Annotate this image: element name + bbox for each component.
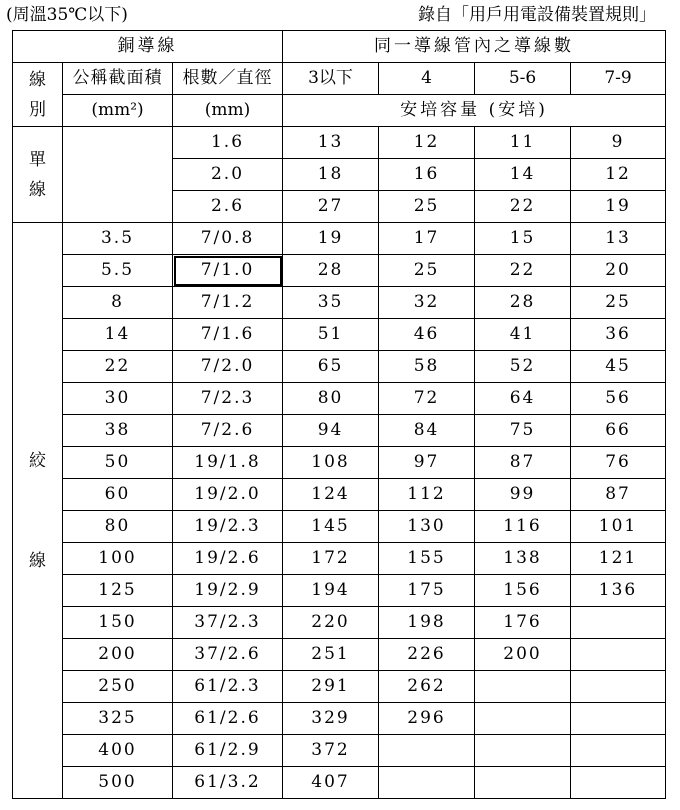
header-row-2 — [13, 63, 666, 95]
strand-cell: 7/2.3 — [173, 383, 283, 415]
stranded-wire-row — [13, 351, 666, 383]
ampacity-cell: 46 — [379, 319, 475, 351]
stranded-wire-row — [13, 511, 666, 543]
strand-header: 根數／直徑 — [173, 63, 283, 95]
strand-cell: 37/2.6 — [173, 639, 283, 671]
ampacity-cell: 22 — [475, 191, 571, 223]
ampacity-cell: 17 — [379, 223, 475, 255]
type-header-char: 別 — [29, 99, 46, 120]
stranded-wire-label — [13, 223, 63, 799]
area-cell: 14 — [63, 319, 173, 351]
ampacity-cell: 108 — [283, 447, 379, 479]
ampacity-cell — [379, 735, 475, 767]
ampacity-cell: 25 — [379, 255, 475, 287]
group-header: 7-9 — [571, 63, 666, 95]
ampacity-cell: 76 — [571, 447, 666, 479]
ampacity-cell: 97 — [379, 447, 475, 479]
area-cell: 80 — [63, 511, 173, 543]
area-cell: 60 — [63, 479, 173, 511]
header-row-3 — [13, 95, 666, 127]
source-note: 錄自「用戶用電設備裝置規則」 — [418, 5, 656, 25]
stranded-wire-row — [13, 767, 666, 799]
ampacity-cell: 35 — [283, 287, 379, 319]
diameter-cell: 2.0 — [173, 159, 283, 191]
stranded-wire-row — [13, 543, 666, 575]
ampacity-cell: 25 — [571, 287, 666, 319]
strand-cell: 61/2.6 — [173, 703, 283, 735]
ampacity-cell: 130 — [379, 511, 475, 543]
strand-cell: 7/1.2 — [173, 287, 283, 319]
ampacity-cell: 80 — [283, 383, 379, 415]
area-cell: 22 — [63, 351, 173, 383]
strand-cell: 19/1.8 — [173, 447, 283, 479]
ampacity-cell: 56 — [571, 383, 666, 415]
ampacity-cell — [379, 767, 475, 799]
ampacity-cell — [571, 639, 666, 671]
area-cell: 500 — [63, 767, 173, 799]
ampacity-cell: 65 — [283, 351, 379, 383]
ampacity-cell: 75 — [475, 415, 571, 447]
ampacity-cell: 155 — [379, 543, 475, 575]
ampacity-cell: 19 — [571, 191, 666, 223]
stranded-wire-row — [13, 479, 666, 511]
strand-cell: 19/2.9 — [173, 575, 283, 607]
ampacity-cell: 51 — [283, 319, 379, 351]
type-column-header — [13, 63, 63, 127]
ampacity-cell — [475, 671, 571, 703]
ampacity-cell: 124 — [283, 479, 379, 511]
ampacity-cell: 251 — [283, 639, 379, 671]
group-header: 5-6 — [475, 63, 571, 95]
ampacity-cell — [475, 735, 571, 767]
ampacity-cell: 14 — [475, 159, 571, 191]
strand-cell: 37/2.3 — [173, 607, 283, 639]
ampacity-cell: 41 — [475, 319, 571, 351]
area-cell: 125 — [63, 575, 173, 607]
ampacity-cell: 291 — [283, 671, 379, 703]
strand-cell: 19/2.0 — [173, 479, 283, 511]
ampacity-cell: 175 — [379, 575, 475, 607]
ampacity-cell: 99 — [475, 479, 571, 511]
area-cell: 325 — [63, 703, 173, 735]
ampacity-cell: 20 — [571, 255, 666, 287]
ampacity-cell: 226 — [379, 639, 475, 671]
ampacity-cell: 172 — [283, 543, 379, 575]
ampacity-cell: 12 — [379, 127, 475, 159]
strand-cell: 7/2.6 — [173, 415, 283, 447]
solid-area-blank — [63, 127, 173, 223]
strand-cell: 7/0.8 — [173, 223, 283, 255]
ampacity-cell: 87 — [475, 447, 571, 479]
solid-wire-label-char: 線 — [29, 179, 46, 200]
area-cell: 30 — [63, 383, 173, 415]
ampacity-cell: 12 — [571, 159, 666, 191]
strand-cell: 7/1.0 — [173, 255, 283, 287]
stranded-wire-row — [13, 671, 666, 703]
ampacity-cell: 64 — [475, 383, 571, 415]
stranded-wire-row — [13, 319, 666, 351]
ampacity-cell: 296 — [379, 703, 475, 735]
ampacity-cell: 13 — [283, 127, 379, 159]
temperature-note: (周溫35℃以下) — [6, 5, 128, 25]
ampacity-cell: 87 — [571, 479, 666, 511]
ampacity-cell: 36 — [571, 319, 666, 351]
ampacity-cell: 112 — [379, 479, 475, 511]
strand-cell: 7/2.0 — [173, 351, 283, 383]
area-unit: (mm²) — [63, 95, 173, 127]
area-cell: 200 — [63, 639, 173, 671]
ampacity-cell: 138 — [475, 543, 571, 575]
ampacity-cell: 15 — [475, 223, 571, 255]
solid-wire-label — [13, 127, 63, 223]
stranded-wire-row — [13, 223, 666, 255]
ampacity-cell: 94 — [283, 415, 379, 447]
stranded-wire-label-char: 絞 — [29, 450, 46, 471]
stranded-wire-row — [13, 575, 666, 607]
ampacity-cell: 136 — [571, 575, 666, 607]
stranded-wire-row — [13, 383, 666, 415]
ampacity-cell — [571, 607, 666, 639]
ampacity-cell: 194 — [283, 575, 379, 607]
stranded-wire-row — [13, 415, 666, 447]
ampacity-cell: 27 — [283, 191, 379, 223]
stranded-wire-row — [13, 255, 666, 287]
diameter-cell: 1.6 — [173, 127, 283, 159]
area-cell: 400 — [63, 735, 173, 767]
strand-cell: 61/3.2 — [173, 767, 283, 799]
area-cell: 50 — [63, 447, 173, 479]
strand-cell: 7/1.6 — [173, 319, 283, 351]
area-cell: 250 — [63, 671, 173, 703]
ampacity-cell: 176 — [475, 607, 571, 639]
ampacity-cell: 18 — [283, 159, 379, 191]
ampacity-cell: 11 — [475, 127, 571, 159]
ampacity-cell: 13 — [571, 223, 666, 255]
ampacity-cell — [571, 671, 666, 703]
ampacity-cell: 58 — [379, 351, 475, 383]
ampacity-cell: 19 — [283, 223, 379, 255]
ampacity-cell: 121 — [571, 543, 666, 575]
ampacity-cell: 101 — [571, 511, 666, 543]
ampacity-cell: 116 — [475, 511, 571, 543]
ampacity-cell: 32 — [379, 287, 475, 319]
area-header: 公稱截面積 — [63, 63, 173, 95]
ampacity-cell — [475, 767, 571, 799]
ampacity-cell: 156 — [475, 575, 571, 607]
area-cell: 150 — [63, 607, 173, 639]
ampacity-cell — [571, 703, 666, 735]
stranded-wire-row — [13, 607, 666, 639]
ampacity-cell: 220 — [283, 607, 379, 639]
ampacity-cell — [571, 735, 666, 767]
header-row-1 — [13, 31, 666, 63]
ampacity-cell — [571, 767, 666, 799]
ampacity-cell: 372 — [283, 735, 379, 767]
group-header: 3以下 — [283, 63, 379, 95]
solid-wire-row — [13, 127, 666, 159]
strand-unit: (mm) — [173, 95, 283, 127]
ampacity-cell: 45 — [571, 351, 666, 383]
area-cell: 3.5 — [63, 223, 173, 255]
diameter-cell: 2.6 — [173, 191, 283, 223]
stranded-wire-row — [13, 703, 666, 735]
stranded-wire-row — [13, 287, 666, 319]
stranded-wire-label-char: 線 — [29, 550, 46, 571]
ampacity-cell: 28 — [475, 287, 571, 319]
area-cell: 8 — [63, 287, 173, 319]
ampacity-cell: 28 — [283, 255, 379, 287]
area-cell: 38 — [63, 415, 173, 447]
stranded-wire-row — [13, 735, 666, 767]
ampacity-cell: 25 — [379, 191, 475, 223]
stranded-wire-row — [13, 447, 666, 479]
copper-wire-header: 銅導線 — [13, 31, 283, 63]
ampacity-cell: 72 — [379, 383, 475, 415]
ampacity-cell: 407 — [283, 767, 379, 799]
ampacity-cell: 329 — [283, 703, 379, 735]
area-cell: 100 — [63, 543, 173, 575]
strand-cell: 19/2.3 — [173, 511, 283, 543]
area-cell: 5.5 — [63, 255, 173, 287]
ampacity-cell — [475, 703, 571, 735]
ampacity-header: 安培容量 (安培) — [283, 95, 666, 127]
strand-cell: 61/2.9 — [173, 735, 283, 767]
ampacity-cell: 145 — [283, 511, 379, 543]
ampacity-cell: 22 — [475, 255, 571, 287]
conduit-count-header: 同一導線管內之導線數 — [283, 31, 666, 63]
ampacity-cell: 84 — [379, 415, 475, 447]
ampacity-cell: 198 — [379, 607, 475, 639]
ampacity-table — [12, 30, 666, 799]
ampacity-cell: 200 — [475, 639, 571, 671]
ampacity-cell: 262 — [379, 671, 475, 703]
type-header-char: 線 — [29, 69, 46, 90]
stranded-wire-row — [13, 639, 666, 671]
strand-cell: 61/2.3 — [173, 671, 283, 703]
ampacity-cell: 52 — [475, 351, 571, 383]
solid-wire-label-char: 單 — [29, 149, 46, 170]
ampacity-cell: 16 — [379, 159, 475, 191]
strand-cell: 19/2.6 — [173, 543, 283, 575]
ampacity-cell: 66 — [571, 415, 666, 447]
group-header: 4 — [379, 63, 475, 95]
ampacity-cell: 9 — [571, 127, 666, 159]
